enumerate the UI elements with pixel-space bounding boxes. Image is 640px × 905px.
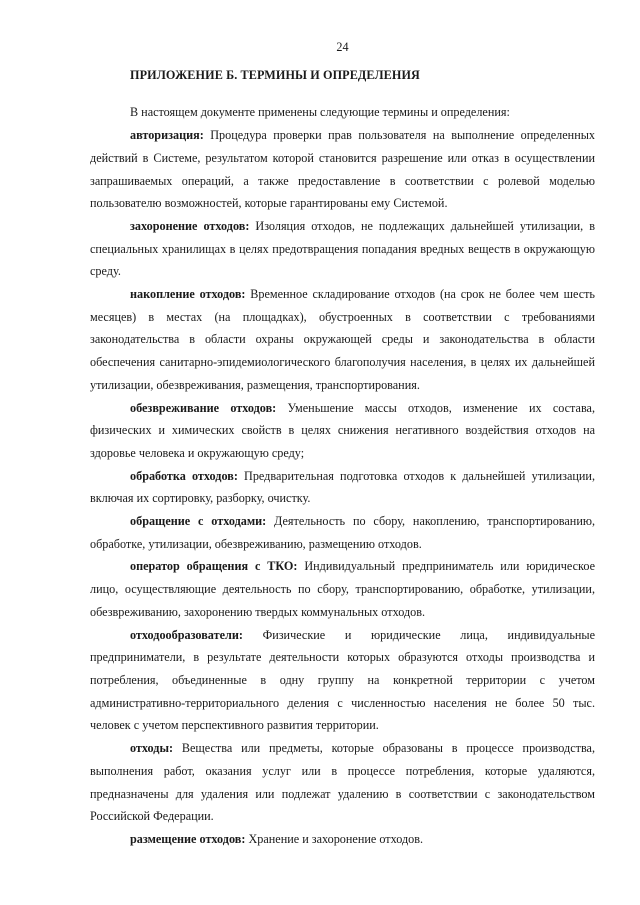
term-entry-waste-neutralization [90, 397, 595, 465]
term-definition: Хранение и захоронение отходов. [245, 831, 424, 846]
term-definition: Предварительная подготовка отходов к дальнейшей утилизации, включая их сортировку, разборку, очистку. [90, 468, 595, 506]
section-heading: ПРИЛОЖЕНИЕ Б. ТЕРМИНЫ И ОПРЕДЕЛЕНИЯ [130, 67, 420, 82]
term-label: накопление отходов: [130, 287, 246, 302]
term-entry-waste-placement [90, 828, 595, 851]
term-label: отходы: [130, 741, 174, 756]
term-entry-waste-generators [90, 624, 595, 738]
term-label: авторизация: [130, 128, 204, 143]
term-label: обработка отходов: [130, 468, 238, 483]
term-definition: Индивидуальный предприниматель или юридическое лицо, осуществляющие деятельность по сбору, транспортированию, обработке, утилизации, обезвреживанию, захоронению твердых коммунальных отходов. [90, 559, 595, 619]
term-label: обезвреживание отходов: [130, 400, 277, 415]
intro-paragraph: В настоящем документе применены следующие термины и определения: [130, 105, 510, 120]
page-number: 24 [336, 40, 349, 54]
term-label: обращение с отходами: [130, 514, 267, 529]
term-entry-authorization [90, 124, 595, 215]
term-entry-waste [90, 737, 595, 828]
term-entry-waste-processing [90, 465, 595, 510]
term-definition: Физические и юридические лица, индивидуальные предприниматели, в результате деятельности которых образуются отходы производства и потребления, объединенные в одну группу на конкретной территории с учетом административно-территориального деления с численностью населения не более 50 тыс. человек с учетом перспективного развития территории. [90, 627, 595, 733]
term-label: отходообразователи: [130, 627, 243, 642]
term-label: размещение отходов: [130, 831, 246, 846]
term-definition: Уменьшение массы отходов, изменение их состава, физических и химических свойств в целях снижения негативного воздействия отходов на здоровье человека и окружающую среду; [90, 400, 595, 460]
term-definition: Вещества или предметы, которые образованы в процессе производства, выполнения работ, оказания услуг или в процессе потребления, которые удаляются, предназначены для удаления или подлежат удалению в соответствии с законодательством Российской Федерации. [90, 741, 595, 824]
term-entry-tko-operator [90, 555, 595, 623]
term-entry-waste-handling [90, 510, 595, 555]
term-entry-waste-accumulation [90, 283, 595, 397]
term-definition: Процедура проверки прав пользователя на выполнение определенных действий в Системе, результатом которой становится разрешение или отказ в осуществлении запрашиваемых операций, а также предоставление в соответствии с ролевой моделью пользователю возможностей, которые гарантированы ему Системой. [90, 128, 595, 211]
term-definition: Изоляция отходов, не подлежащих дальнейшей утилизации, в специальных хранилищах в целях предотвращения попадания вредных веществ в окружающую среду. [90, 218, 595, 279]
term-label: захоронение отходов: [130, 218, 250, 233]
document-page [90, 36, 595, 851]
term-label: оператор обращения с ТКО: [130, 559, 298, 574]
term-entry-waste-burial [90, 215, 595, 283]
term-definition: Временное складирование отходов (на срок не более чем шесть месяцев) в местах (на площадках), обустроенных в соответствии с требованиями законодательства в области охраны окружающей среды и законодательства в области обеспечения санитарно-эпидемиологического благополучия населения, в целях их дальнейшей утилизации, обезвреживания, размещения, транспортирования. [90, 287, 595, 392]
term-definition: Деятельность по сбору, накоплению, транспортированию, обработке, утилизации, обезвреживанию, размещению отходов. [90, 514, 595, 551]
